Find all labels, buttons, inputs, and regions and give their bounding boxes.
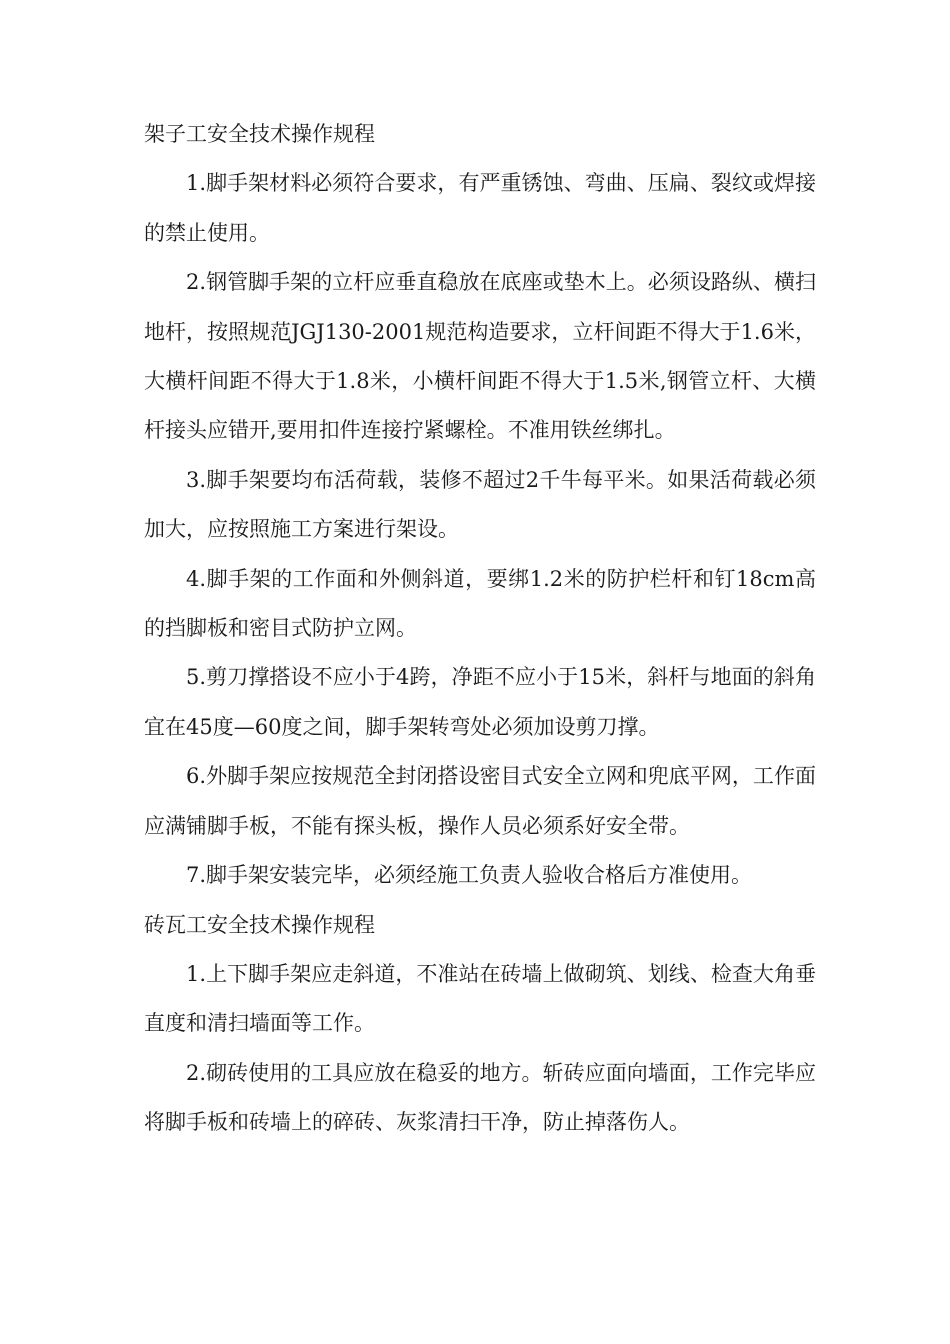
scaffolder-rule-4: 4.脚手架的工作面和外侧斜道，要绑1.2米的防护栏杆和钉18cm高的挡脚板和密目式防护立网。 xyxy=(144,566,816,641)
scaffolder-rule-3: 3.脚手架要均布活荷载，装修不超过2千牛每平米。如果活荷载必须加大，应按照施工方案进行架设。 xyxy=(144,467,816,542)
scaffolder-rule-6: 6.外脚手架应按规范全封闭搭设密目式安全立网和兜底平网，工作面应满铺脚手板，不能有探头板，操作人员必须系好安全带。 xyxy=(144,764,816,838)
scaffolder-rule-2: 2.钢管脚手架的立杆应垂直稳放在底座或垫木上。必须设路纵、横扫地杆，按照规范JGJ130-2001规范构造要求，立杆间距不得大于1.6米，大横杆间距不得大于1.8米，小横杆间距不得大于1.5米,钢管立杆、大横杆接头应错开,要用扣件连接拧紧螺栓。不准用铁丝绑扎。 xyxy=(144,270,816,443)
scaffolder-rule-7: 7.脚手架安装完毕，必须经施工负责人验收合格后方准使用。 xyxy=(186,863,753,888)
bricklayer-rule-1: 1.上下脚手架应走斜道，不准站在砖墙上做砌筑、划线、检查大角垂直度和清扫墙面等工作。 xyxy=(144,961,816,1036)
section-title-bricklayer: 砖瓦工安全技术操作规程 xyxy=(144,912,375,937)
bricklayer-rule-2: 2.砌砖使用的工具应放在稳妥的地方。斩砖应面向墙面，工作完毕应将脚手板和砖墙上的碎砖、灰浆清扫干净，防止掉落伤人。 xyxy=(144,1060,816,1135)
section-title-scaffolder: 架子工安全技术操作规程 xyxy=(144,122,375,146)
document-body xyxy=(144,110,816,1148)
scaffolder-rule-1: 1.脚手架材料必须符合要求，有严重锈蚀、弯曲、压扁、裂纹或焊接的禁止使用。 xyxy=(144,171,816,245)
scaffolder-rule-5: 5.剪刀撑搭设不应小于4跨，净距不应小于15米，斜杆与地面的斜角宜在45度—60度之间，脚手架转弯处必须加设剪刀撑。 xyxy=(144,665,816,739)
